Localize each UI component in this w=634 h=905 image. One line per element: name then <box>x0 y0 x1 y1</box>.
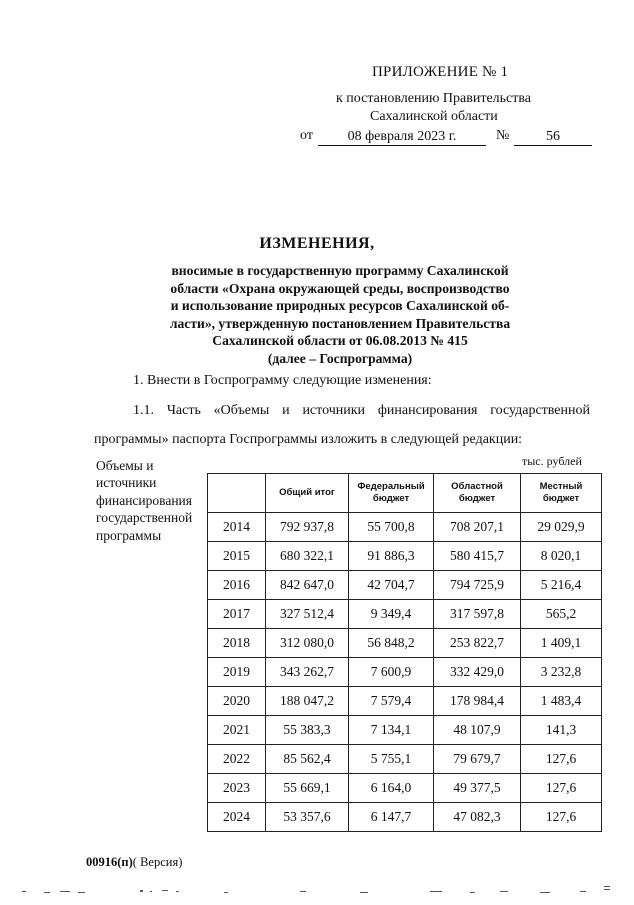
cell-regional: 332 429,0 <box>434 658 521 687</box>
cell-local: 127,6 <box>521 745 602 774</box>
decree-number: 56 <box>514 128 592 146</box>
paragraph-1-1: 1.1. Часть «Объемы и источники финансирования государственной программы» паспорта Госпрограммы изложить в следующей редакции: <box>94 403 590 447</box>
cell-regional: 48 107,9 <box>434 716 521 745</box>
cell-year: 2015 <box>208 542 266 571</box>
decree-date-number-row <box>300 128 592 148</box>
cell-regional: 253 822,7 <box>434 629 521 658</box>
from-label: от <box>300 128 313 143</box>
scan-artifacts <box>0 883 634 897</box>
financing-table <box>207 473 602 832</box>
cell-federal: 9 349,4 <box>349 600 434 629</box>
document-subtitle <box>140 262 540 368</box>
document-code <box>86 855 182 870</box>
financing-label-line: Объемы и <box>96 458 154 473</box>
table-row <box>208 803 602 832</box>
cell-regional: 580 415,7 <box>434 542 521 571</box>
header-local-budget: Местный бюджет <box>521 474 602 513</box>
cell-year: 2018 <box>208 629 266 658</box>
cell-total: 343 262,7 <box>266 658 349 687</box>
table-header-row <box>208 474 602 513</box>
document-code-number: 00916(п) <box>86 855 133 869</box>
cell-federal: 7 579,4 <box>349 687 434 716</box>
subtitle-line: (далее – Госпрограмма) <box>267 350 413 366</box>
header-year <box>208 474 266 513</box>
header-federal-budget: Федеральный бюджет <box>349 474 434 513</box>
table-row <box>208 745 602 774</box>
table-row <box>208 716 602 745</box>
cell-year: 2016 <box>208 571 266 600</box>
cell-total: 55 383,3 <box>266 716 349 745</box>
cell-local: 565,2 <box>521 600 602 629</box>
cell-regional: 794 725,9 <box>434 571 521 600</box>
table-row <box>208 513 602 542</box>
financing-label <box>96 457 208 544</box>
cell-local: 3 232,8 <box>521 658 602 687</box>
cell-year: 2020 <box>208 687 266 716</box>
cell-local: 127,6 <box>521 774 602 803</box>
cell-total: 327 512,4 <box>266 600 349 629</box>
cell-year: 2023 <box>208 774 266 803</box>
cell-federal: 56 848,2 <box>349 629 434 658</box>
cell-total: 842 647,0 <box>266 571 349 600</box>
cell-local: 8 020,1 <box>521 542 602 571</box>
cell-local: 127,6 <box>521 803 602 832</box>
cell-federal: 91 886,3 <box>349 542 434 571</box>
subtitle-line: Сахалинской области от 06.08.2013 № 415 <box>212 333 468 349</box>
cell-regional: 317 597,8 <box>434 600 521 629</box>
cell-regional: 47 082,3 <box>434 803 521 832</box>
cell-total: 85 562,4 <box>266 745 349 774</box>
paragraph-1: 1. Внести в Госпрограмму следующие изменения: <box>133 373 432 388</box>
cell-federal: 55 700,8 <box>349 513 434 542</box>
table-row <box>208 600 602 629</box>
cell-federal: 6 147,7 <box>349 803 434 832</box>
cell-total: 792 937,8 <box>266 513 349 542</box>
subtitle-line: ласти», утвержденную постановлением Правительства <box>169 315 511 331</box>
table-row <box>208 687 602 716</box>
cell-regional: 178 984,4 <box>434 687 521 716</box>
document-title: ИЗМЕНЕНИЯ, <box>259 235 375 252</box>
financing-label-line: государственной <box>96 510 193 526</box>
table-body <box>208 513 602 832</box>
subtitle-line: и использование природных ресурсов Сахалинской об- <box>170 298 510 314</box>
decree-reference-line1: к постановлению Правительства <box>336 91 532 106</box>
financing-label-line: источники <box>96 475 157 491</box>
cell-regional: 49 377,5 <box>434 774 521 803</box>
document-version: ( Версия) <box>132 855 183 869</box>
cell-total: 680 322,1 <box>266 542 349 571</box>
cell-year: 2014 <box>208 513 266 542</box>
cell-year: 2022 <box>208 745 266 774</box>
header-regional-budget: Областной бюджет <box>434 474 521 513</box>
cell-total: 312 080,0 <box>266 629 349 658</box>
number-label: № <box>496 128 510 143</box>
table-row <box>208 774 602 803</box>
financing-label-line: программы <box>96 527 162 543</box>
cell-year: 2017 <box>208 600 266 629</box>
cell-year: 2021 <box>208 716 266 745</box>
table-row <box>208 542 602 571</box>
cell-year: 2024 <box>208 803 266 832</box>
decree-date: 08 февраля 2023 г. <box>318 128 486 146</box>
financing-label-line: финансирования <box>96 492 192 508</box>
subtitle-line: области «Охрана окружающей среды, воспроизводство <box>170 280 510 296</box>
cell-year: 2019 <box>208 658 266 687</box>
cell-local: 29 029,9 <box>521 513 602 542</box>
cell-local: 1 409,1 <box>521 629 602 658</box>
cell-total: 53 357,6 <box>266 803 349 832</box>
cell-local: 141,3 <box>521 716 602 745</box>
cell-federal: 42 704,7 <box>349 571 434 600</box>
table-row <box>208 629 602 658</box>
table-row <box>208 571 602 600</box>
cell-local: 5 216,4 <box>521 571 602 600</box>
cell-regional: 708 207,1 <box>434 513 521 542</box>
cell-federal: 7 600,9 <box>349 658 434 687</box>
appendix-title: ПРИЛОЖЕНИЕ № 1 <box>372 64 509 80</box>
header-total: Общий итог <box>266 474 349 513</box>
cell-total: 188 047,2 <box>266 687 349 716</box>
table-row <box>208 658 602 687</box>
cell-federal: 6 164,0 <box>349 774 434 803</box>
units-label: тыс. рублей <box>522 454 582 468</box>
cell-total: 55 669,1 <box>266 774 349 803</box>
cell-local: 1 483,4 <box>521 687 602 716</box>
cell-federal: 5 755,1 <box>349 745 434 774</box>
cell-federal: 7 134,1 <box>349 716 434 745</box>
subtitle-line: вносимые в государственную программу Сахалинской <box>171 263 509 278</box>
decree-reference-line2: Сахалинской области <box>370 109 498 124</box>
cell-regional: 79 679,7 <box>434 745 521 774</box>
